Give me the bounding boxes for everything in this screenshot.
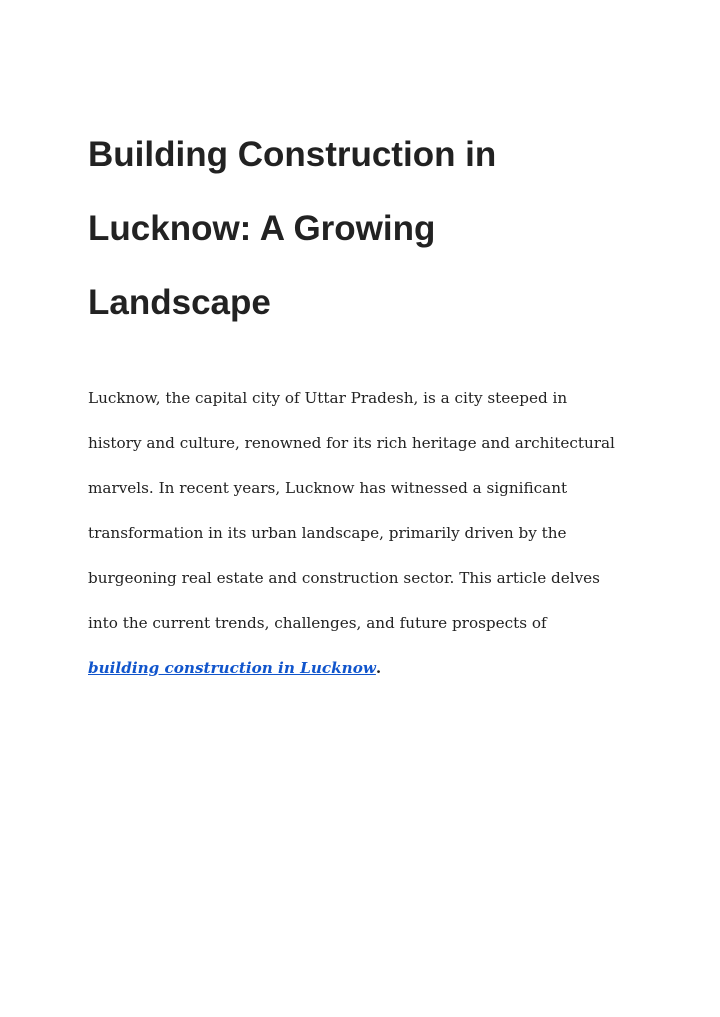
paragraph-line: transformation in its urban landscape, primarily driven by the [88, 524, 567, 542]
building-construction-link[interactable]: building construction in Lucknow [88, 659, 376, 677]
page-title [88, 118, 648, 340]
title-line: Landscape [88, 283, 271, 322]
paragraph-line: marvels. In recent years, Lucknow has witnessed a significant [88, 479, 568, 497]
paragraph-link-line [88, 646, 668, 691]
paragraph-line: burgeoning real estate and construction sector. This article delves [88, 569, 600, 587]
article-paragraph [88, 376, 668, 691]
paragraph-line: into the current trends, challenges, and future prospects of [88, 614, 547, 632]
title-line: Lucknow: A Growing [88, 209, 436, 248]
title-line: Building Construction in [88, 135, 497, 174]
paragraph-line: Lucknow, the capital city of Uttar Pradesh, is a city steeped in [88, 389, 568, 407]
paragraph-line: history and culture, renowned for its rich heritage and architectural [88, 434, 615, 452]
link-suffix: . [375, 659, 382, 677]
